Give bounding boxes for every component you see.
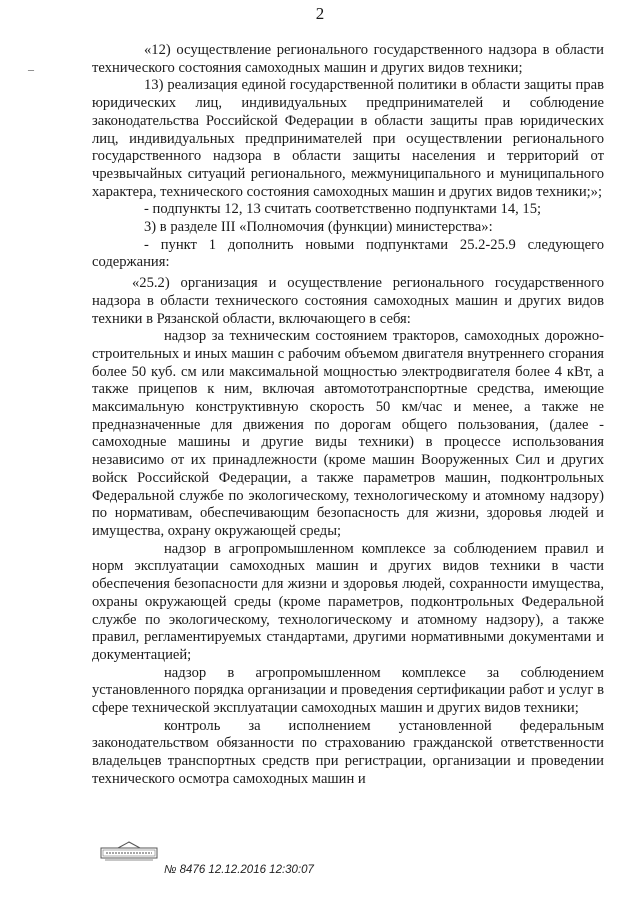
paragraph-point-1: - пункт 1 дополнить новыми подпунктами 25.2-25.9 следующего содержания: <box>92 236 604 271</box>
paragraph-insurance-control: контроль за исполнением установленной федеральным законодательством обязанности по страхованию гражданской ответственности владельцев транспортных средств при регистрации, организации и проведении технического осмотра самоходных машин и <box>92 717 604 787</box>
paragraph-renumber: - подпункты 12, 13 считать соответственно подпунктами 14, 15; <box>144 201 542 218</box>
document-body <box>92 42 604 789</box>
page-number: 2 <box>315 4 325 23</box>
paragraph-25-2: «25.2) организация и осуществление регионального государственного надзора в области технического состояния самоходных машин и других видов техники в Рязанской области, включающего в себя: <box>92 275 604 327</box>
stamp-logo-icon <box>100 840 158 862</box>
paragraph-agro-supervision: надзор в агропромышленном комплексе за соблюдением правил и норм эксплуатации самоходных машин и других видов техники в части обеспечения безопасности для жизни и здоровья людей, сохранности имущества, охраны окружающей среды (кроме параметров, подконтрольных Федеральной службе по экологическому, технологическому и атомному надзору), а также правил, регламентируемых стандартами, другими нормативными документами и документацией; <box>92 540 604 663</box>
paragraph-13: 13) реализация единой государственной политики в области защиты прав юридических лиц, индивидуальных предпринимателей и соблюдение законодательства Российской Федерации в области защиты прав юридических лиц, индивидуальных предпринимателей при осуществлении регионального государственного надзора в области защиты населения и территорий от чрезвычайных ситуаций регионального, межмуниципального и муниципального характера, технического состояния самоходных машин и других видов техники;»; <box>92 77 604 200</box>
paragraph-12: «12) осуществление регионального государственного надзора в области технического состояния самоходных машин и других видов техники; <box>92 42 604 76</box>
margin-mark: – <box>28 62 34 76</box>
document-reference: № 8476 12.12.2016 12:30:07 <box>164 864 314 876</box>
paragraph-certification: надзор в агропромышленном комплексе за соблюдением установленного порядка организации и проведения сертификации работ и услуг в сфере технической эксплуатации самоходных машин и других видов техники; <box>92 664 604 717</box>
paragraph-section-3: 3) в разделе III «Полномочия (функции) министерства»: <box>144 219 493 236</box>
paragraph-tech-supervision: надзор за техническим состоянием тракторов, самоходных дорожно-строительных и иных машин с рабочим объемом двигателя внутреннего сгорания более 50 куб. см или максимальной мощностью электродвигателя более 4 кВт, а также прицепов к ним, включая автомототранспортные средства, имеющие максимальную конструктивную скорость 50 км/час и менее, а также не предназначенные для движения по дорогам общего пользования, (далее - самоходные машины и другие виды техники) в процессе использования независимо от их принадлежности (кроме машин Вооруженных Сил и других войск Российской Федерации, а также параметров машин, подконтрольных Федеральной службе по экологическому, технологическому и атомному надзору) по нормативам, обеспечивающим безопасность для жизни, здоровья людей и имущества, охрану окружающей среды; <box>92 328 604 539</box>
